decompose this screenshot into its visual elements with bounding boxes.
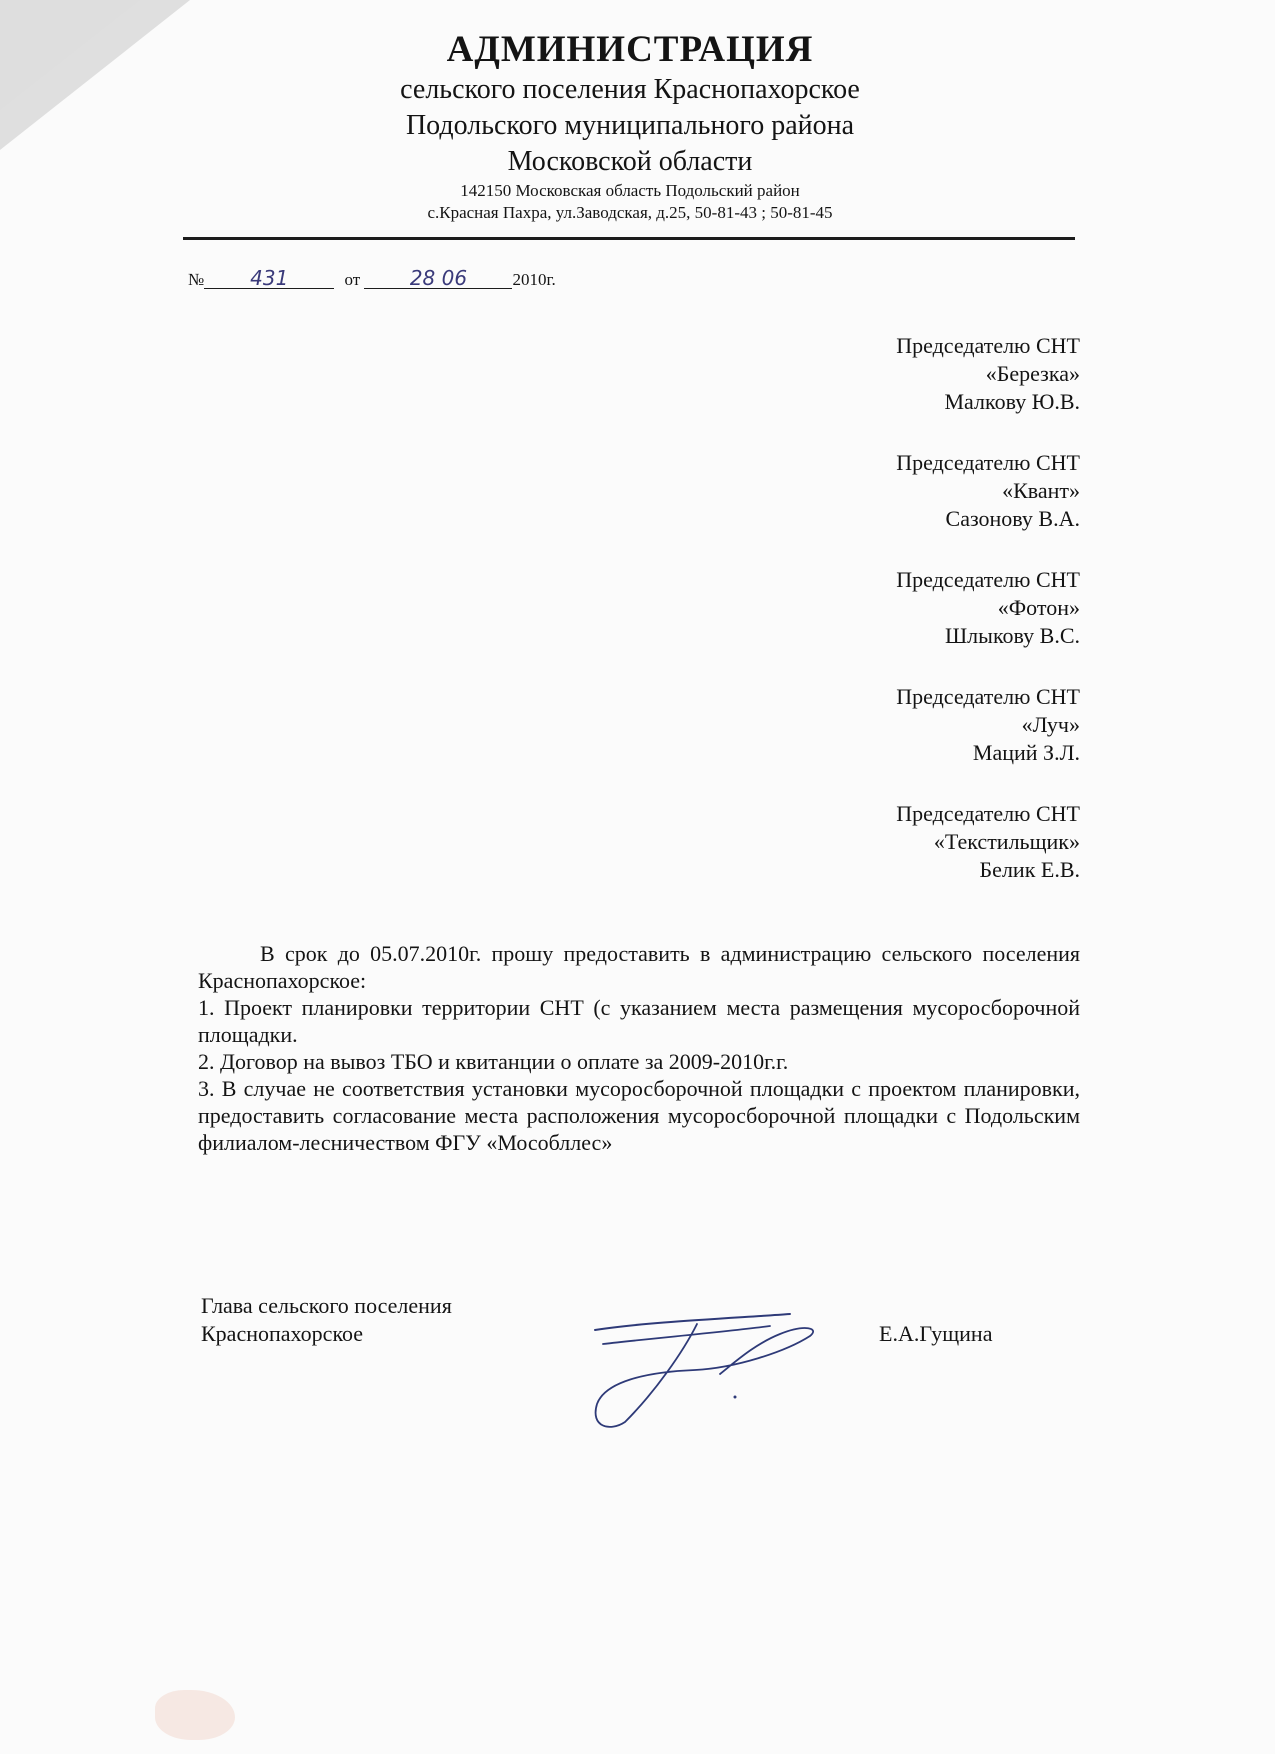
body-item-1: 1. Проект планировки территории СНТ (с указанием места размещения мусоросборочной площадки. (198, 995, 1080, 1047)
letterhead-line-2: Подольского муниципального района (405, 110, 855, 141)
addressee-position: Председателю СНТ (896, 801, 1080, 826)
letterhead-line-1: сельского поселения Краснопахорское (400, 74, 860, 105)
letterhead-address-2: с.Красная Пахра, ул.Заводская, д.25, 50-81-43 ; 50-81-45 (427, 203, 833, 222)
addressee-org: «Фотон» (997, 595, 1080, 620)
addressee (760, 566, 1080, 650)
paper-stain (155, 1690, 235, 1740)
addressee-org: «Березка» (985, 361, 1080, 386)
addressee (760, 332, 1080, 416)
registration-year: 2010г. (512, 270, 556, 289)
addressee-org: «Квант» (1002, 478, 1080, 503)
signatory-title-line-1: Глава сельского поселения (201, 1293, 452, 1318)
signatory-name: Е.А.Гущина (879, 1321, 993, 1346)
addressee-name: Маций З.Л. (972, 740, 1080, 765)
letterhead (250, 28, 1010, 224)
registration-number: 431 (204, 268, 334, 289)
addressee-position: Председателю СНТ (896, 567, 1080, 592)
handwritten-signature (585, 1292, 815, 1432)
addressee-position: Председателю СНТ (896, 450, 1080, 475)
addressee (760, 683, 1080, 767)
body-item-2: 2. Договор на вывоз ТБО и квитанции о оплате за 2009-2010г.г. (198, 1049, 789, 1074)
letterhead-address-1: 142150 Московская область Подольский район (460, 181, 800, 200)
number-label: № (188, 270, 205, 289)
letterhead-title: АДМИНИСТРАЦИЯ (446, 29, 814, 70)
addressee-name: Сазонову В.А. (945, 506, 1080, 531)
date-label: от (344, 270, 361, 289)
body-item-3: 3. В случае не соответствия установки мусоросборочной площадки с проектом планировки, предоставить согласование места расположения мусоросборочной площадки с Подольским филиалом-лесничеством ФГУ «Мособллес» (198, 1076, 1080, 1155)
addressee (760, 800, 1080, 884)
addressee-org: «Луч» (1021, 712, 1080, 737)
registration-line (188, 268, 556, 290)
addressee (760, 449, 1080, 533)
addressee-list (760, 332, 1080, 917)
letterhead-line-3: Московской области (507, 146, 753, 177)
registration-date: 28 06 (364, 268, 512, 289)
folded-corner-inner (0, 0, 140, 110)
addressee-name: Малкову Ю.В. (944, 389, 1080, 414)
addressee-name: Белик Е.В. (979, 857, 1080, 882)
addressee-name: Шлыкову В.С. (944, 623, 1080, 648)
signatory-title (201, 1292, 452, 1348)
letterhead-rule (183, 237, 1075, 240)
addressee-position: Председателю СНТ (896, 684, 1080, 709)
addressee-position: Председателю СНТ (896, 333, 1080, 358)
letter-body (198, 940, 1080, 1156)
signatory-title-line-2: Краснопахорское (201, 1321, 364, 1346)
body-intro: В срок до 05.07.2010г. прошу предоставить в администрацию сельского поселения Краснопахорское: (198, 941, 1080, 993)
addressee-org: «Текстильщик» (933, 829, 1080, 854)
